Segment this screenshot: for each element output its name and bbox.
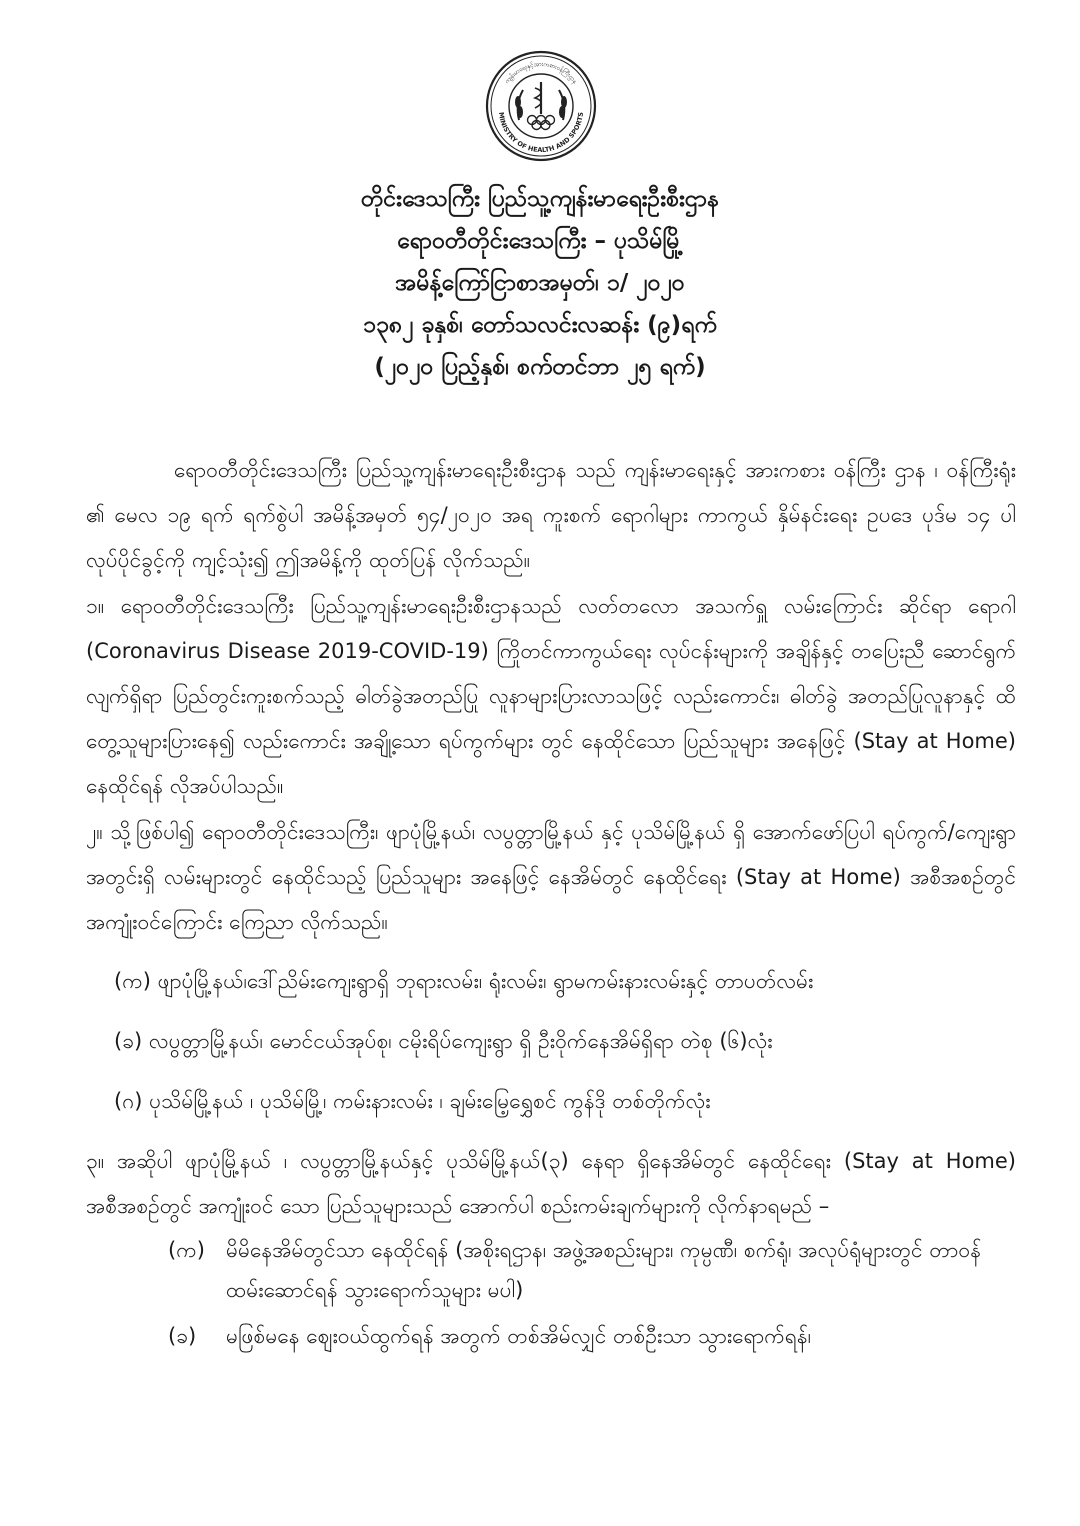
- paragraph-3-list: [86, 1230, 1016, 1356]
- paragraph-3: ၃။ အဆိုပါ ဖျာပုံမြို့နယ် ၊ လပွတ္တာမြို့နယ်နှင့် ပုသိမ်မြို့နယ်(၃) နေရာ ရှိနေအိမ်တွင် နေထိုင်ရေး (Stay at Home) အစီအစဉ်တွင် အကျုံးဝင် သော ပြည်သူများသည် အောက်ပါ စည်းကမ်းချက်များကို လိုက်နာရမည် –: [86, 1149, 1016, 1219]
- list-item-text: မိမိနေအိမ်တွင်သာ နေထိုင်ရန် (အစိုးရဌာန၊ အဖွဲ့အစည်းများ၊ ကုမ္ပဏီ၊ စက်ရုံ၊ အလုပ်ရုံများတွင် တာဝန်ထမ်းဆောင်ရန် သွားရောက်သူများ မပါ): [226, 1237, 982, 1302]
- seal-myanmar-text: ကျန်းမာရေးနှင့်အားကစားဝန်ကြီးဌာန: [503, 60, 579, 86]
- list-item-text: မဖြစ်မနေ ဈေးဝယ်ထွက်ရန် အတွက် တစ်အိမ်လျှင် တစ်ဦးသာ သွားရောက်ရန်၊: [226, 1323, 812, 1348]
- intro-paragraph: ရောဝတီတိုင်းဒေသကြီး ပြည်သူ့ကျန်းမာရေးဦးစီးဌာန သည် ကျန်းမာရေးနှင့် အားကစား ဝန်ကြီး ဌာန ၊ ဝန်ကြီးရုံး ၏ မေလ ၁၉ ရက် ရက်စွဲပါ အမိန့်အမှတ် ၅၄/၂၀၂၀ အရ ကူးစက် ရောဂါများ ကာကွယ် နှိမ်နင်းရေး ဥပဒေ ပုဒ်မ ၁၄ ပါ လုပ်ပိုင်ခွင့်ကို ကျင့်သုံး၍ ဤအမိန့်ကို ထုတ်ပြန် လိုက်သည်။: [86, 458, 1016, 573]
- list-item-label: (က): [114, 969, 151, 994]
- list-item: [114, 1011, 1016, 1071]
- paragraph-2-list: [86, 951, 1016, 1131]
- list-item: [114, 1071, 1016, 1131]
- ministry-seal-emblem: [485, 50, 597, 162]
- order-number: အမိန့်ကြော်ငြာစာအမှတ်၊ ၁/ ၂၀၂၀: [395, 270, 685, 296]
- list-item-text: ပုသိမ်မြို့နယ် ၊ ပုသိမ်မြို့၊ ကမ်းနားလမ်း ၊ ချမ်းမြေ့ရွှေစင် ကွန်ဒို တစ်တိုက်လုံး: [149, 1089, 711, 1114]
- list-item: [168, 1316, 1016, 1356]
- svg-text:MINISTRY OF HEALTH AND SPORTS: [497, 111, 585, 154]
- ministry-seal: [485, 50, 597, 162]
- seal-english-text: MINISTRY OF HEALTH AND SPORTS: [496, 111, 585, 155]
- region-location: ရောဝတီတိုင်းဒေသကြီး – ပုသိမ်မြို့: [396, 228, 684, 254]
- paragraph-1: ၁။ ရောဝတီတိုင်းဒေသကြီး ပြည်သူ့ကျန်းမာရေးဦးစီးဌာနသည် လတ်တလော အသက်ရှူ လမ်းကြောင်း ဆိုင်ရာ ရောဂါ (Coronavirus Disease 2019-COVID-19) ကြိုတင်ကာကွယ်ရေး လုပ်ငန်းများကို အချိန်နှင့် တပြေးညီ ဆောင်ရွက်လျက်ရှိရာ ပြည်တွင်းကူးစက်သည့် ဓါတ်ခွဲအတည်ပြု လူနာများပြားလာသဖြင့် လည်းကောင်း၊ ဓါတ်ခွဲ အတည်ပြုလူနာနှင့် ထိတွေ့သူများပြားနေ၍ လည်းကောင်း အချို့သော ရပ်ကွက်များ တွင် နေထိုင်သော ပြည်သူများ အနေဖြင့် (Stay at Home) နေထိုင်ရန် လိုအပ်ပါသည်။: [86, 593, 1016, 799]
- document-body: [86, 448, 1016, 1356]
- list-item-label: (ခ): [114, 1029, 143, 1054]
- list-item-label: (ခ): [168, 1323, 197, 1348]
- department-title: တိုင်းဒေသကြီး ပြည်သူ့ကျန်းမာရေးဦးစီးဌာန: [361, 186, 719, 212]
- list-item-text: ဖျာပုံမြို့နယ်၊ဒေါ်ညိမ်းကျေးရွာရှိ ဘုရားလမ်း၊ ရုံးလမ်း၊ ရွာမကမ်းနားလမ်းနှင့် တာပတ်လမ်း: [157, 969, 814, 994]
- list-item: [168, 1230, 1016, 1310]
- svg-text:ကျန်းမာရေးနှင့်အားကစားဝန်ကြီးဌ: [504, 61, 579, 86]
- document-header: [0, 178, 1080, 388]
- paragraph-2: ၂။ သို့ဖြစ်ပါ၍ ရောဝတီတိုင်းဒေသကြီး၊ ဖျာပုံမြို့နယ်၊ လပွတ္တာမြို့နယ် နှင့် ပုသိမ်မြို့နယ် ရှိ အောက်ဖော်ပြပါ ရပ်ကွက်/ကျေးရွာအတွင်းရှိ လမ်းများတွင် နေထိုင်သည့် ပြည်သူများ အနေဖြင့် နေအိမ်တွင် နေထိုင်ရေး (Stay at Home) အစီအစဉ်တွင် အကျုံးဝင်ကြောင်း ကြေညာ လိုက်သည်။: [86, 819, 1016, 935]
- list-item-label: (က): [168, 1237, 205, 1262]
- list-item-text: လပွတ္တာမြို့နယ်၊ မောင်ငယ်အုပ်စု၊ ငမိုးရိပ်ကျေးရွာ ရှိ ဦးဝိုက်နေအိမ်ရှိရာ တဲစု (၆)လုံး: [148, 1029, 773, 1054]
- list-item-label: (ဂ): [114, 1089, 143, 1114]
- myanmar-date: ၁၃၈၂ ခုနှစ်၊ တော်သလင်းလဆန်း (၉)ရက်: [363, 312, 717, 338]
- gregorian-date: (၂၀၂၀ ပြည့်နှစ်၊ စက်တင်ဘာ ၂၅ ရက်): [374, 354, 706, 380]
- list-item: [114, 951, 1016, 1011]
